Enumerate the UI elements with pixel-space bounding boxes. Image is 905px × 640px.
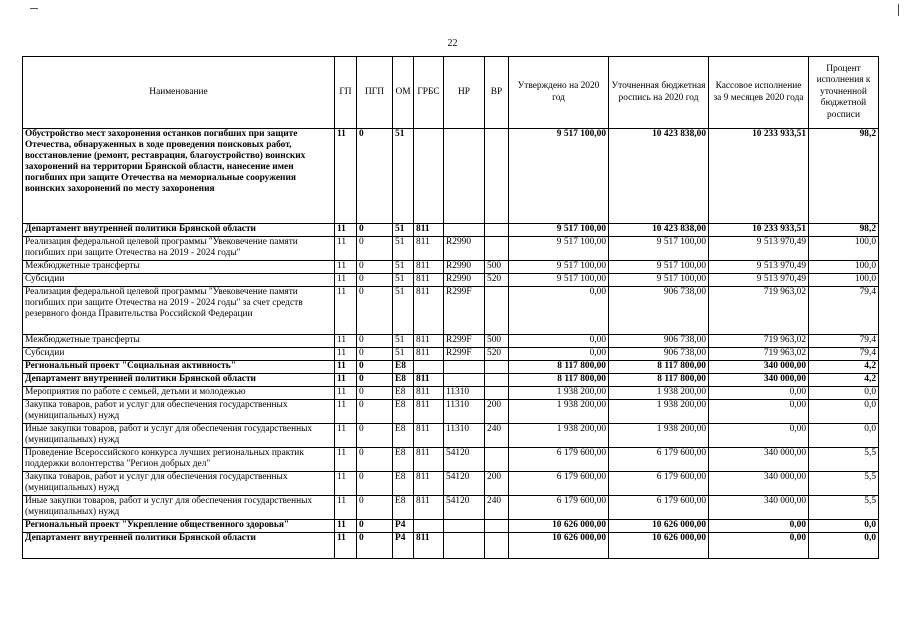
cell-vr bbox=[485, 374, 509, 387]
cell-nr: R299F bbox=[444, 348, 485, 361]
cell-approved: 10 626 000,00 bbox=[509, 520, 609, 533]
cell-nr bbox=[444, 224, 485, 237]
cell-gp: 11 bbox=[335, 496, 357, 520]
cell-approved: 10 626 000,00 bbox=[509, 533, 609, 559]
cell-percent: 100,0 bbox=[809, 274, 879, 287]
cell-refined: 906 738,00 bbox=[609, 348, 709, 361]
cell-gp: 11 bbox=[335, 274, 357, 287]
cell-name: Мероприятия по работе с семьей, детьми и молодежью bbox=[23, 387, 335, 400]
cell-percent: 79,4 bbox=[809, 335, 879, 348]
cell-cash: 340 000,00 bbox=[709, 374, 809, 387]
cell-name: Реализация федеральной целевой программы "Увековечение памяти погибших при защите Отечества на 2019 - 2024 годы" bbox=[23, 237, 335, 261]
cell-cash: 0,00 bbox=[709, 424, 809, 448]
cell-name: Проведение Всероссийского конкурса лучших региональных практик поддержки волонтерства "Регион добрых дел" bbox=[23, 448, 335, 472]
cell-pgp: 0 bbox=[357, 335, 393, 348]
column-header-nr: НР bbox=[444, 57, 485, 129]
column-header-name: Наименование bbox=[23, 57, 335, 129]
column-header-om: ОМ bbox=[393, 57, 414, 129]
cell-pgp: 0 bbox=[357, 129, 393, 224]
page-number: 22 bbox=[447, 38, 458, 49]
cell-gp: 11 bbox=[335, 374, 357, 387]
cell-nr: R2990 bbox=[444, 237, 485, 261]
cell-nr bbox=[444, 520, 485, 533]
cell-percent: 79,4 bbox=[809, 287, 879, 335]
table-row bbox=[23, 424, 879, 448]
cell-cash: 340 000,00 bbox=[709, 448, 809, 472]
cell-pgp: 0 bbox=[357, 361, 393, 374]
cell-nr: R299F bbox=[444, 335, 485, 348]
cell-grbs: 811 bbox=[414, 387, 444, 400]
cell-gp: 11 bbox=[335, 261, 357, 274]
cell-refined: 6 179 600,00 bbox=[609, 448, 709, 472]
cell-om: E8 bbox=[393, 387, 414, 400]
cell-om: 51 bbox=[393, 129, 414, 224]
table-row bbox=[23, 496, 879, 520]
cell-cash: 719 963,02 bbox=[709, 335, 809, 348]
cell-grbs: 811 bbox=[414, 274, 444, 287]
cell-refined: 10 626 000,00 bbox=[609, 533, 709, 559]
column-header-gp: ГП bbox=[335, 57, 357, 129]
cell-approved: 9 517 100,00 bbox=[509, 224, 609, 237]
cell-gp: 11 bbox=[335, 448, 357, 472]
cell-gp: 11 bbox=[335, 237, 357, 261]
column-header-vr: ВР bbox=[485, 57, 509, 129]
cell-grbs: 811 bbox=[414, 374, 444, 387]
cell-gp: 11 bbox=[335, 520, 357, 533]
cell-cash: 0,00 bbox=[709, 520, 809, 533]
table-row bbox=[23, 448, 879, 472]
table-row bbox=[23, 287, 879, 335]
cell-refined: 9 517 100,00 bbox=[609, 237, 709, 261]
cell-vr bbox=[485, 448, 509, 472]
cell-approved: 8 117 800,00 bbox=[509, 374, 609, 387]
column-header-cash: Кассовое исполнение за 9 месяцев 2020 года bbox=[709, 57, 809, 129]
cell-approved: 0,00 bbox=[509, 287, 609, 335]
cell-grbs: 811 bbox=[414, 496, 444, 520]
table-row bbox=[23, 361, 879, 374]
cell-pgp: 0 bbox=[357, 520, 393, 533]
cell-refined: 1 938 200,00 bbox=[609, 424, 709, 448]
cell-percent: 98,2 bbox=[809, 129, 879, 224]
cell-cash: 340 000,00 bbox=[709, 361, 809, 374]
cell-grbs: 811 bbox=[414, 348, 444, 361]
cell-nr bbox=[444, 361, 485, 374]
cell-refined: 1 938 200,00 bbox=[609, 400, 709, 424]
cell-percent: 0,0 bbox=[809, 533, 879, 559]
cell-pgp: 0 bbox=[357, 424, 393, 448]
cell-vr bbox=[485, 361, 509, 374]
cell-approved: 9 517 100,00 bbox=[509, 261, 609, 274]
cell-pgp: 0 bbox=[357, 287, 393, 335]
cell-cash: 340 000,00 bbox=[709, 472, 809, 496]
table-row bbox=[23, 129, 879, 224]
cell-om: 51 bbox=[393, 287, 414, 335]
cell-nr: 54120 bbox=[444, 448, 485, 472]
cell-approved: 0,00 bbox=[509, 335, 609, 348]
cell-gp: 11 bbox=[335, 348, 357, 361]
table-row bbox=[23, 335, 879, 348]
cell-cash: 719 963,02 bbox=[709, 348, 809, 361]
cell-grbs: 811 bbox=[414, 448, 444, 472]
cell-cash: 719 963,02 bbox=[709, 287, 809, 335]
cell-om: P4 bbox=[393, 533, 414, 559]
cell-refined: 10 423 838,00 bbox=[609, 224, 709, 237]
cell-name: Реализация федеральной целевой программы "Увековечение памяти погибших при защите Отечества на 2019 - 2024 годы" за счет средств резервного фонда Правительства Российской Федерации bbox=[23, 287, 335, 335]
cell-pgp: 0 bbox=[357, 496, 393, 520]
cell-vr: 520 bbox=[485, 348, 509, 361]
cell-refined: 6 179 600,00 bbox=[609, 496, 709, 520]
cell-om: P4 bbox=[393, 520, 414, 533]
scan-mark bbox=[30, 8, 38, 9]
cell-pgp: 0 bbox=[357, 261, 393, 274]
cell-refined: 6 179 600,00 bbox=[609, 472, 709, 496]
cell-pgp: 0 bbox=[357, 400, 393, 424]
cell-percent: 0,0 bbox=[809, 520, 879, 533]
cell-percent: 0,0 bbox=[809, 400, 879, 424]
cell-vr bbox=[485, 129, 509, 224]
column-header-grbs: ГРБС bbox=[414, 57, 444, 129]
cell-percent: 5,5 bbox=[809, 472, 879, 496]
cell-vr bbox=[485, 224, 509, 237]
cell-nr bbox=[444, 374, 485, 387]
cell-percent: 100,0 bbox=[809, 237, 879, 261]
cell-nr bbox=[444, 129, 485, 224]
cell-vr bbox=[485, 237, 509, 261]
cell-percent: 4,2 bbox=[809, 374, 879, 387]
cell-vr: 500 bbox=[485, 335, 509, 348]
cell-cash: 0,00 bbox=[709, 387, 809, 400]
cell-refined: 8 117 800,00 bbox=[609, 361, 709, 374]
cell-percent: 5,5 bbox=[809, 496, 879, 520]
cell-grbs: 811 bbox=[414, 424, 444, 448]
cell-pgp: 0 bbox=[357, 274, 393, 287]
cell-om: 51 bbox=[393, 335, 414, 348]
cell-nr: R299F bbox=[444, 287, 485, 335]
cell-om: 51 bbox=[393, 348, 414, 361]
cell-refined: 1 938 200,00 bbox=[609, 387, 709, 400]
cell-vr: 520 bbox=[485, 274, 509, 287]
table-row bbox=[23, 261, 879, 274]
cell-om: 51 bbox=[393, 274, 414, 287]
cell-percent: 100,0 bbox=[809, 261, 879, 274]
cell-gp: 11 bbox=[335, 129, 357, 224]
cell-cash: 9 513 970,49 bbox=[709, 274, 809, 287]
cell-name: Закупка товаров, работ и услуг для обеспечения государственных (муниципальных) нужд bbox=[23, 400, 335, 424]
cell-om: E8 bbox=[393, 472, 414, 496]
cell-pgp: 0 bbox=[357, 472, 393, 496]
cell-name: Субсидии bbox=[23, 348, 335, 361]
table-row bbox=[23, 533, 879, 559]
cell-nr: R2990 bbox=[444, 261, 485, 274]
table-row bbox=[23, 520, 879, 533]
table-row bbox=[23, 387, 879, 400]
table-body bbox=[23, 129, 879, 559]
cell-name: Региональный проект "Укрепление общественного здоровья" bbox=[23, 520, 335, 533]
cell-cash: 9 513 970,49 bbox=[709, 261, 809, 274]
cell-pgp: 0 bbox=[357, 348, 393, 361]
cell-grbs: 811 bbox=[414, 533, 444, 559]
table-row bbox=[23, 348, 879, 361]
cell-vr bbox=[485, 387, 509, 400]
cell-refined: 10 423 838,00 bbox=[609, 129, 709, 224]
header-row bbox=[23, 57, 879, 129]
cell-gp: 11 bbox=[335, 387, 357, 400]
cell-percent: 79,4 bbox=[809, 348, 879, 361]
cell-approved: 9 517 100,00 bbox=[509, 274, 609, 287]
cell-approved: 6 179 600,00 bbox=[509, 496, 609, 520]
cell-om: 51 bbox=[393, 224, 414, 237]
column-header-pgp: ПГП bbox=[357, 57, 393, 129]
cell-name: Субсидии bbox=[23, 274, 335, 287]
cell-grbs bbox=[414, 520, 444, 533]
cell-vr: 240 bbox=[485, 496, 509, 520]
cell-gp: 11 bbox=[335, 224, 357, 237]
cell-refined: 10 626 000,00 bbox=[609, 520, 709, 533]
cell-refined: 9 517 100,00 bbox=[609, 261, 709, 274]
cell-nr: 11310 bbox=[444, 400, 485, 424]
cell-om: E8 bbox=[393, 448, 414, 472]
column-header-percent: Процент исполнения к уточненной бюджетной росписи bbox=[809, 57, 879, 129]
cell-vr bbox=[485, 520, 509, 533]
cell-om: E8 bbox=[393, 424, 414, 448]
cell-grbs: 811 bbox=[414, 335, 444, 348]
cell-grbs: 811 bbox=[414, 261, 444, 274]
cell-cash: 340 000,00 bbox=[709, 496, 809, 520]
cell-pgp: 0 bbox=[357, 224, 393, 237]
cell-grbs: 811 bbox=[414, 472, 444, 496]
cell-cash: 0,00 bbox=[709, 400, 809, 424]
cell-grbs: 811 bbox=[414, 237, 444, 261]
cell-cash: 9 513 970,49 bbox=[709, 237, 809, 261]
cell-om: E8 bbox=[393, 361, 414, 374]
cell-nr: R2990 bbox=[444, 274, 485, 287]
cell-nr bbox=[444, 533, 485, 559]
cell-pgp: 0 bbox=[357, 533, 393, 559]
cell-om: 51 bbox=[393, 261, 414, 274]
cell-om: 51 bbox=[393, 237, 414, 261]
cell-gp: 11 bbox=[335, 400, 357, 424]
cell-gp: 11 bbox=[335, 424, 357, 448]
cell-percent: 5,5 bbox=[809, 448, 879, 472]
cell-gp: 11 bbox=[335, 472, 357, 496]
cell-om: E8 bbox=[393, 374, 414, 387]
cell-percent: 4,2 bbox=[809, 361, 879, 374]
cell-percent: 98,2 bbox=[809, 224, 879, 237]
cell-name: Департамент внутренней политики Брянской области bbox=[23, 224, 335, 237]
cell-approved: 0,00 bbox=[509, 348, 609, 361]
cell-grbs: 811 bbox=[414, 400, 444, 424]
cell-pgp: 0 bbox=[357, 387, 393, 400]
table-row bbox=[23, 224, 879, 237]
cell-pgp: 0 bbox=[357, 374, 393, 387]
cell-name: Региональный проект "Социальная активность" bbox=[23, 361, 335, 374]
cell-cash: 10 233 933,51 bbox=[709, 224, 809, 237]
cell-approved: 6 179 600,00 bbox=[509, 472, 609, 496]
cell-vr bbox=[485, 533, 509, 559]
cell-name: Иные закупки товаров, работ и услуг для обеспечения государственных (муниципальных) нужд bbox=[23, 424, 335, 448]
table-row bbox=[23, 374, 879, 387]
cell-approved: 9 517 100,00 bbox=[509, 129, 609, 224]
cell-pgp: 0 bbox=[357, 237, 393, 261]
cell-gp: 11 bbox=[335, 533, 357, 559]
cell-nr: 54120 bbox=[444, 472, 485, 496]
cell-refined: 9 517 100,00 bbox=[609, 274, 709, 287]
column-header-approved: Утверждено на 2020 год bbox=[509, 57, 609, 129]
scan-mark bbox=[898, 4, 899, 16]
cell-approved: 8 117 800,00 bbox=[509, 361, 609, 374]
cell-approved: 1 938 200,00 bbox=[509, 424, 609, 448]
cell-name: Межбюджетные трансферты bbox=[23, 261, 335, 274]
cell-percent: 0,0 bbox=[809, 424, 879, 448]
cell-grbs bbox=[414, 361, 444, 374]
cell-pgp: 0 bbox=[357, 448, 393, 472]
cell-om: E8 bbox=[393, 496, 414, 520]
table-row bbox=[23, 472, 879, 496]
cell-approved: 1 938 200,00 bbox=[509, 387, 609, 400]
cell-vr: 200 bbox=[485, 472, 509, 496]
table-row bbox=[23, 400, 879, 424]
budget-table bbox=[22, 56, 879, 559]
column-header-refined: Уточненная бюджетная роспись на 2020 год bbox=[609, 57, 709, 129]
cell-nr: 11310 bbox=[444, 387, 485, 400]
cell-grbs bbox=[414, 129, 444, 224]
cell-refined: 906 738,00 bbox=[609, 287, 709, 335]
cell-nr: 11310 bbox=[444, 424, 485, 448]
cell-name: Межбюджетные трансферты bbox=[23, 335, 335, 348]
cell-vr bbox=[485, 287, 509, 335]
cell-gp: 11 bbox=[335, 287, 357, 335]
cell-name: Обустройство мест захоронения останков погибших при защите Отечества, обнаруженных в ходе проведения поисковых работ, восстановление (ремонт, реставрация, благоустройство) воинских захоронений на территории Брянской области, нанесение имен погибших при защите Отечества на мемориальные сооружения воинских захоронений по месту захоронения bbox=[23, 129, 335, 224]
cell-name: Департамент внутренней политики Брянской области bbox=[23, 533, 335, 559]
cell-refined: 906 738,00 bbox=[609, 335, 709, 348]
cell-refined: 8 117 800,00 bbox=[609, 374, 709, 387]
cell-grbs: 811 bbox=[414, 287, 444, 335]
cell-vr: 500 bbox=[485, 261, 509, 274]
table-row bbox=[23, 274, 879, 287]
cell-percent: 0,0 bbox=[809, 387, 879, 400]
cell-gp: 11 bbox=[335, 361, 357, 374]
cell-name: Иные закупки товаров, работ и услуг для обеспечения государственных (муниципальных) нужд bbox=[23, 496, 335, 520]
cell-gp: 11 bbox=[335, 335, 357, 348]
cell-cash: 0,00 bbox=[709, 533, 809, 559]
table-row bbox=[23, 237, 879, 261]
cell-om: E8 bbox=[393, 400, 414, 424]
cell-vr: 240 bbox=[485, 424, 509, 448]
cell-cash: 10 233 933,51 bbox=[709, 129, 809, 224]
cell-approved: 6 179 600,00 bbox=[509, 448, 609, 472]
cell-name: Закупка товаров, работ и услуг для обеспечения государственных (муниципальных) нужд bbox=[23, 472, 335, 496]
cell-approved: 9 517 100,00 bbox=[509, 237, 609, 261]
cell-name: Департамент внутренней политики Брянской области bbox=[23, 374, 335, 387]
cell-vr: 200 bbox=[485, 400, 509, 424]
cell-grbs: 811 bbox=[414, 224, 444, 237]
cell-nr: 54120 bbox=[444, 496, 485, 520]
cell-approved: 1 938 200,00 bbox=[509, 400, 609, 424]
